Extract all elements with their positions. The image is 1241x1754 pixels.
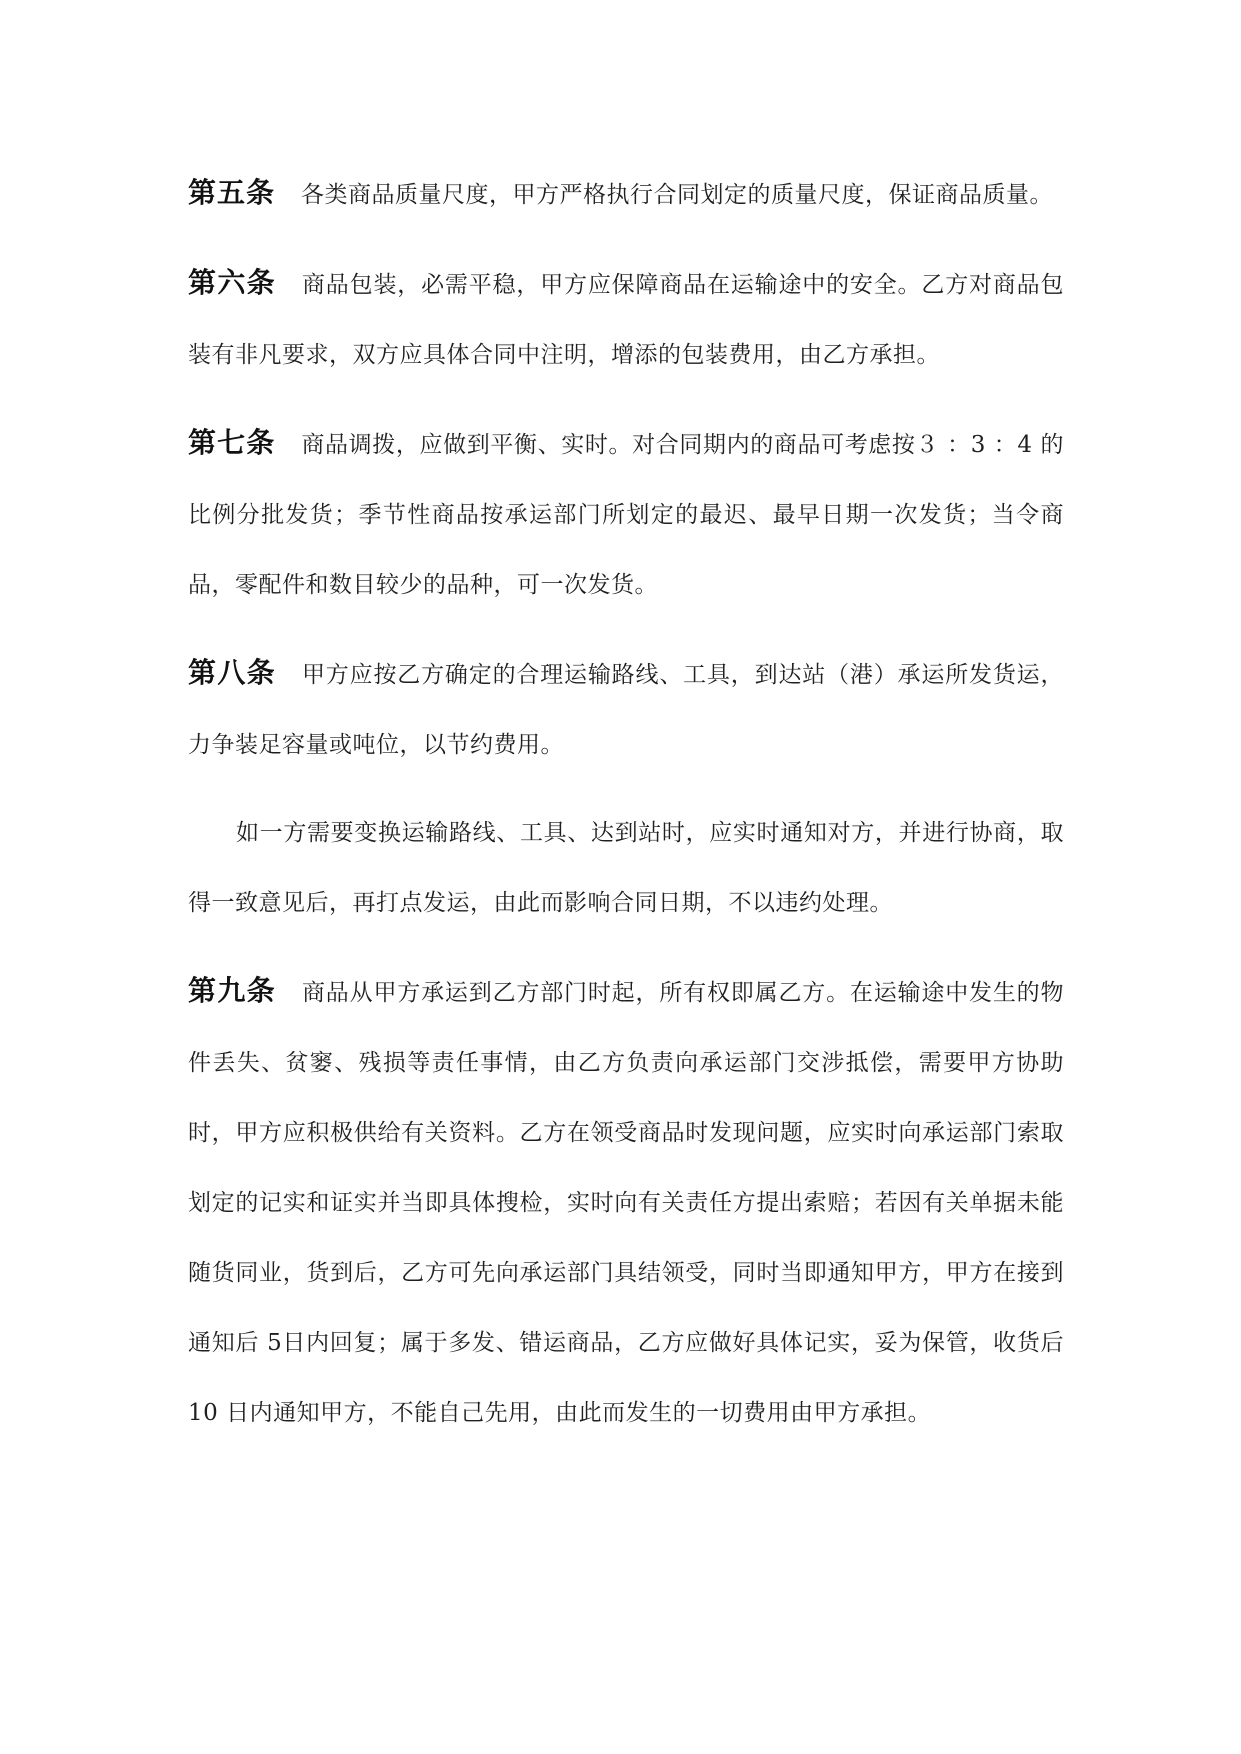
article-text: 商品包装，必需平稳，甲方应保障商品在运输途中的安全。乙方对商品包装有非凡要求，双方应具体合同中注明，增添的包装费用，由乙方承担。 [188, 272, 1064, 368]
article-5 [188, 158, 1064, 230]
article-8-continuation [188, 798, 1064, 938]
paragraph-text: 如一方需要变换运输路线、工具、达到站时，应实时通知对方，并进行协商，取得一致意见后，再打点发运，由此而影响合同日期，不以违约处理。 [188, 820, 1064, 916]
article-text: 商品从甲方承运到乙方部门时起，所有权即属乙方。在运输途中发生的物件丢失、贫窭、残损等责任事情，由乙方负责向承运部门交涉抵偿，需要甲方协助时，甲方应积极供给有关资料。乙方在领受商品时发现问题，应实时向承运部门索取划定的记实和证实并当即具体搜检，实时向有关责任方提出索赔；若因有关单据未能随货同业，货到后，乙方可先向承运部门具结领受，同时当即通知甲方，甲方在接到通知后 5日内回复；属于多发、错运商品，乙方应做好具体记实，妥为保管，收货后 10 日内通知甲方，不能自己先用，由此而发生的一切费用由甲方承担。 [188, 980, 1064, 1426]
article-label: 第五条 [188, 176, 276, 209]
article-text: 甲方应按乙方确定的合理运输路线、工具，到达站（港）承运所发货运，力争装足容量或吨位，以节约费用。 [188, 662, 1064, 758]
article-label: 第九条 [188, 974, 276, 1007]
article-text: 商品调拨，应做到平衡、实时。对合同期内的商品可考虑按３ ：3 ：4 的比例分批发货；季节性商品按承运部门所划定的最迟、最早日期一次发货；当令商品，零配件和数目较少的品种，可一次发货。 [188, 432, 1064, 598]
article-label: 第八条 [188, 656, 276, 689]
article-text: 各类商品质量尺度，甲方严格执行合同划定的质量尺度，保证商品质量。 [301, 182, 1054, 208]
article-8 [188, 638, 1064, 780]
document-body [188, 158, 1064, 1466]
article-6 [188, 248, 1064, 390]
article-9 [188, 956, 1064, 1448]
article-label: 第七条 [188, 426, 276, 459]
article-7 [188, 408, 1064, 620]
article-label: 第六条 [188, 266, 276, 299]
